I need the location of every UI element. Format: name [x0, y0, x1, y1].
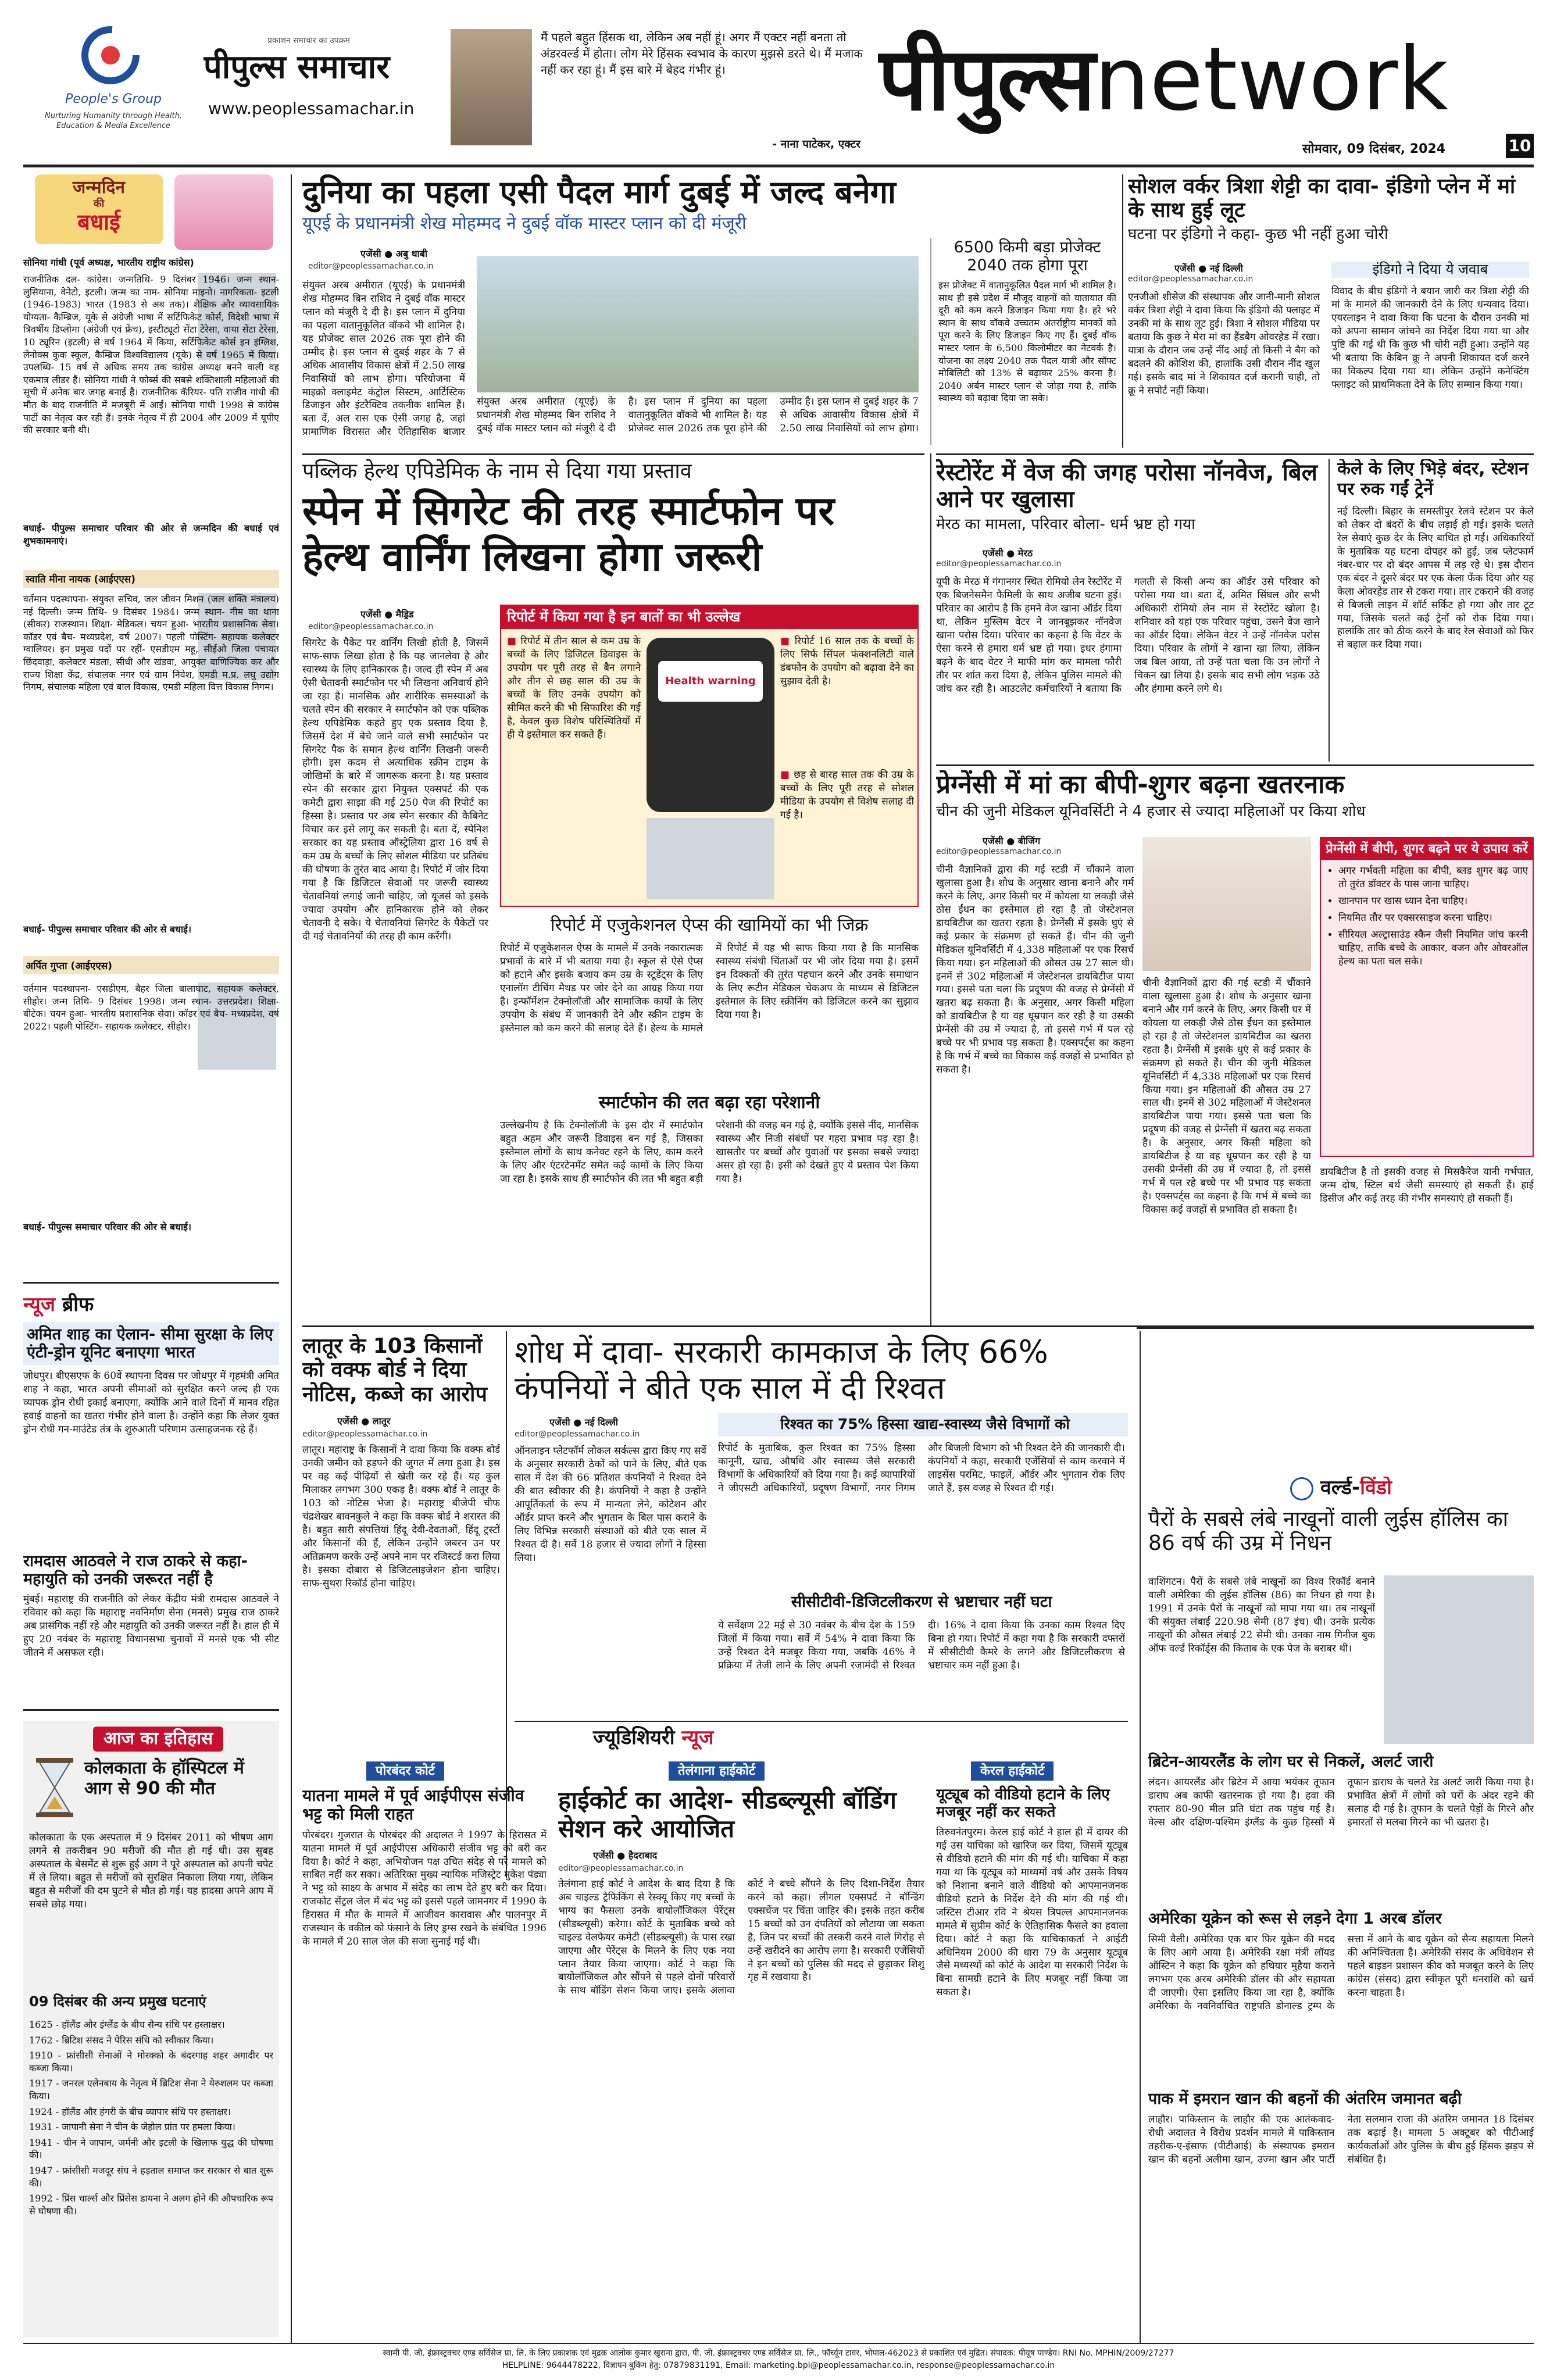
- athawale-text: मुंबई। महाराष्ट्र की राजनीति को लेकर केंद्रीय मंत्री रामदास आठवले ने रविवार को कहा कि महाराष्ट्र नवनिर्माण सेना (मनसे) प्रमुख राज ठाकरे अब प्रासंगिक नहीं रहे और महायुति को उनकी जरूरत नहीं है। हाल ही में हुए 20 नवंबर के महाराष्ट्र विधानसभा चुनावों में मनसे एक भी सीट जीतने में असफल रही।: [23, 1593, 279, 1659]
- bribe-byline: एजेंसी ● नई दिल्ली: [549, 1417, 618, 1428]
- porbandar-tag: पोरबंदर कोर्ट: [366, 1761, 444, 1781]
- spain-byline: एजेंसी ● मैड्रिड: [360, 609, 414, 620]
- group-name: People's Group: [65, 92, 162, 106]
- masthead-rule: [23, 165, 1534, 167]
- pregnancy-subhead: चीन की जुनी मेडिकल यूनिवर्सिटी ने 4 हजार से ज्यादा महिलाओं पर किया शोध: [936, 802, 1366, 820]
- birthday-title-top: जन्मदिन: [72, 177, 126, 198]
- news-brief-title-b: ब्रीफ: [62, 1293, 94, 1316]
- indigo-reply-text: विवाद के बीच इंडिगो ने बयान जारी कर त्रिशा शेट्टी की मां के मामले की जानकारी देने के लिए धन्यवाद दिया। एयरलाइन ने दावा किया कि घटना के दौरान उनकी मां को अपना सामान जांचने का निर्देश दिया गया था और पुष्टि की गई थी कि कुछ भी चोरी नहीं हुआ। उन्होंने यह भी बताया कि केबिन क्रू ने अपनी शिकायत दर्ज करने का विकल्प दिया गया था। लेकिन उन्होंने कनेक्टिंग फ्लाइट को प्राथमिकता देने के लिए सम्मान किया गया।: [1331, 285, 1529, 391]
- trisha-byline: एजेंसी ● नई दिल्ली: [1174, 263, 1243, 274]
- history-headline: कोलकाता के हॉस्पिटल में आग से 90 की मौत: [84, 1758, 244, 1799]
- swati-meena-wish: बधाई- पीपुल्स समाचार परिवार की ओर से बधाई।: [23, 924, 192, 935]
- cake-illustration: [174, 174, 273, 250]
- addiction-title: स्मार्टफोन की लत बढ़ा रहा परेशानी: [598, 1092, 820, 1113]
- spain-story: [302, 459, 924, 1320]
- dubai-side-headline: 6500 किमी बड़ा प्रोजेक्ट 2040 तक होगा पूरा: [954, 238, 1101, 275]
- spain-report-box: [500, 605, 919, 907]
- bullet-icon: ■: [507, 635, 521, 647]
- spain-kicker: पब्लिक हेल्थ एपिडेमिक के नाम से दिया गया प्रस्ताव: [302, 459, 692, 483]
- event-item: 1762 - ब्रिटिश संसद ने पेरिस संधि को स्वीकार किया।: [29, 2034, 214, 2046]
- spain-box-item-3: [780, 769, 914, 899]
- pregnancy-bribe-divider: [1137, 1327, 1534, 1329]
- birthday-title: [35, 174, 163, 244]
- swati-meena-profile: वर्तमान पदस्थापना- संयुक्त सचिव, जल जीवन मिशन (जल शक्ति मंत्रालय) नई दिल्ली। जन्म तिथि- 9 दिसंबर 1984। जन्म स्थान- नीम का थाना (सीकर) राजस्थान। शिक्षा- मेडिकल। चयन हुआ- भारतीय प्रशासनिक सेवा। कॉडर एवं बैच- मध्यप्रदेश, वर्ष 2007। पहली पोस्टिंग- सहायक कलेक्टर ग्वालियर। इन प्रमुख पदों पर रहीं- एसडीएम महू, सीईओ जिला पंचायत छिंदवाड़ा, कलेक्टर मंडला, सीधी और खंडवा, आयुक्त वाणिज्यिक कर और राज्य शिक्षा केंद्र, संचालक नगर एवं ग्राम निवेश, एमडी म.प्र. लघु उद्योग निगम, संचालक महिला एवं बाल विकास, एमडी महिला वित्त विकास निगम।: [23, 594, 279, 693]
- event-item: 1931 - जापानी सेना ने चीन के जेहोल प्रांत पर हमला किया।: [29, 2121, 235, 2133]
- trisha-subhead: घटना पर इंडिगो ने कहा- कुछ भी नहीं हुआ चोरी: [1128, 225, 1388, 243]
- bullet-icon: ■: [780, 769, 794, 781]
- footer-rule: [23, 2343, 1534, 2344]
- pregnancy-byline: एजेंसी ● बीजिंग: [983, 835, 1041, 846]
- history-text: कोलकाता के एक अस्पताल में 9 दिसंबर 2011 को भीषण आग लगने से तकरीबन 90 मरीजों की मौत हो गई थी। उस सुबह अस्पताल के बेसमेंट से शुरू हुई आग ने पूरे अस्पताल को अपनी चपेट में ले लिया। बहुत से मरीजों को सुरक्षित निकाला लिया गया, लेकिन बहुत से मरीजों की दम घुटने से मौत हो गई। यह हादसा अपने आप में सबसे छोड़ गया।: [29, 1832, 273, 1910]
- sonia-gandhi-profile: राजनीतिक दल- कांग्रेस। जन्मतिथि- 9 दिसंबर 1946। जन्म स्थान- लुसियाना, वेनेटो, इटली। जन्म का नाम- सोनिया माइनो। नागरिकता- इटली (1946-1983) भारत (1983 से अब तक)। शैक्षिक और व्यावसायिक योग्यता- कैम्ब्रिज, यूके से अंग्रेजी भाषा में सर्टिफिकेट कोर्स, विदेशी भाषा में त्रिवर्षीय डिप्लोमा (अंग्रेजी एवं फ्रेंच), इस्टीट्यूटो सेंटा टेरेसा, वाया सेंटा टेरेसा, 10 ट्यूरिन (इटली) से वर्ष 1964 में किया, सर्टिफिकेट कोर्स इन इंग्लिश, लेनोक्स कुक स्कूल, कैम्ब्रिज विश्वविद्यालय (यूके) से वर्ष 1965 में किया। उपलब्धि- 15 वर्ष से अधिक समय तक कांग्रेस अध्यक्ष बनने वाली वह एकमात्र लीडर हैं। सोनिया गांधी ने फोर्ब्स की सबसे शक्तिशाली महिलाओं की सूची में अनेक बार जगह बनाई है। राजनीतिक कॅरियर- पति राजीव गांधी की मौत के बाद राजनीति में मजबूरी में आईं। सोनिया गांधी 1998 से कांग्रेस पार्टी का नेतृत्व कर रही हैं। इनके नेतृत्व में ही 2004 और 2009 में यूपीए की सरकार बनी थी।: [23, 274, 279, 436]
- trisha-story: [1128, 174, 1534, 448]
- event-item: 1941 - चीन ने जापान, जर्मनी और इटली के खिलाफ युद्ध की घोषणा की।: [29, 2136, 273, 2161]
- pregnancy-tips-list: [1326, 864, 1528, 969]
- brand-name: पीपुल्स समाचार: [203, 48, 390, 86]
- website-link[interactable]: www.peoplessamachar.in: [208, 99, 415, 118]
- pregnancy-tip: • खानपान पर खास ध्यान देना चाहिए।: [1338, 895, 1528, 908]
- trisha-headline: सोशल वर्कर त्रिशा शेट्टी का दावा- इंडिगो प्लेन में मां के साथ हुई लूट: [1128, 174, 1516, 223]
- footer-contact: HELPLINE: 9644478222, विज्ञापन बुकिंग हेतु: 07879831191, Email: marketing.bpl@peoplessamachar.co.in, response@peoplessamachar.co.in: [502, 2361, 1055, 2370]
- latur-byline: एजेंसी ● लातूर: [337, 1416, 391, 1427]
- restaurant-headline: रेस्टोरेंट में वेज की जगह परोसा नॉनवेज, बिल आने पर खुलासा: [936, 459, 1317, 513]
- judiciary-title-a: ज्यूडिशियरी: [593, 1726, 675, 1749]
- telangana-email: editor@peoplessamachar.co.in: [558, 1863, 684, 1873]
- masthead: [23, 17, 1534, 163]
- footer: [23, 2347, 1534, 2377]
- bazaar-photo: [647, 818, 774, 899]
- birthday-title-sub: की: [93, 197, 105, 210]
- restaurant-subhead: मेरठ का मामला, परिवार बोला- धर्म भ्रष्ट हो गया: [936, 516, 1195, 533]
- birthday-divider: [23, 1282, 279, 1284]
- spain-box-item-1: [507, 635, 641, 896]
- quote-author: - नाना पाटेकर, एक्टर: [772, 138, 860, 151]
- spain-box-item-1-text: रिपोर्ट में तीन साल से कम उम्र के बच्चों के लिए डिजिटल डिवाइस के उपयोग पर पूरी तरह से बैन लगाने और तीन से छह साल की उम्र के बच्चों के लिए उनके उपयोग को सीमित करने की भी सिफारिश की गई है, केवल कुछ विशेष परिस्थितियों में ही ये इस्तेमाल कर सकते हैं।: [507, 635, 641, 741]
- latur-headline: लातूर के 103 किसानों को वक्फ बोर्ड ने दिया नोटिस, कब्जे का आरोप: [302, 1334, 487, 1406]
- pregnancy-tail: डायबिटीज है तो इसकी वजह से मिसकैरेज यानी गर्भपात, जन्म दोष, स्टिल बर्थ जैसी समस्याएं हो सकती हैं। हाई डिसीज और कई तरह की गंभीर समस्याएं हो सकती हैं।: [1320, 1166, 1534, 1205]
- judiciary-title-b: न्यूज: [681, 1726, 714, 1749]
- dubai-headline: दुनिया का पहला एसी पैदल मार्ग दुबई में जल्द बनेगा: [302, 174, 897, 210]
- bribe-email: editor@peoplessamachar.co.in: [515, 1430, 640, 1439]
- restaurant-byline: एजेंसी ● मेरठ: [983, 548, 1033, 559]
- phone-warning-label: Health warning: [658, 661, 763, 702]
- dubai-divider: [302, 453, 924, 455]
- nails-text: वाशिंगटन। पैरों के सबसे लंबे नाखूनों का विश्व रिकॉर्ड बनाने वाली अमेरिका की लुईस हॉलिस (86) का निधन हो गया है। 1991 में उनके पैरों के नाखूनों को मापा गया था। तब नाखूनों की संयुक्त लंबाई 220.98 सेमी (87 इंच) थी। उनके प्रत्येक नाखूनों की औसत लंबाई 22 सेमी थी। उनका नाम गिनीज बुक ऑफ वर्ल्ड रिकॉर्ड्स की किताब के एक पेज के बराबर थी।: [1148, 1576, 1375, 1654]
- issue-date: सोमवार, 09 दिसंबर, 2024: [1302, 142, 1446, 156]
- kerala-tag: केरल हाईकोर्ट: [971, 1761, 1054, 1781]
- bullet-icon: ■: [780, 635, 795, 647]
- world-title-a: वर्ल्ड-: [1320, 1477, 1360, 1499]
- monkeys-divider: [1329, 459, 1330, 762]
- sonia-gandhi-name: सोनिया गांधी (पूर्व अध्यक्ष, भारतीय राष्ट्रीय कांग्रेस): [23, 257, 194, 268]
- dubai-byline: एजेंसी ● अबु धाबी: [360, 248, 427, 259]
- dubai-text: संयुक्त अरब अमीरात (यूएई) के प्रधानमंत्री शेख मोहम्मद बिन राशिद ने दुबई वॉक मास्टर प्लान को मंजूरी दे दी है। इस प्लान में दुनिया का पहला वातानुकूलित वॉकवे भी शामिल है। यह प्रोजेक्ट साल 2026 तक पूरा होने की उम्मीद है। इस प्लान से दुबई शहर के 7 से अधिक आवासीय विकास क्षेत्रों में 2.50 लाख निवासियों को लाभ होगा। परियोजना में माइक्रो क्लाइमेट कंट्रोल सिस्टम, आर्टिस्टिक डिजाइन और इंटरैक्टिव तकनीक शामिल हैं। बता दें, अल रास एक ऐसी जगह है, जहां प्रामाणिक विरासत और ऐतिहासिक बाजार: [302, 280, 465, 438]
- world-title-b: विंडो: [1360, 1477, 1392, 1499]
- quote-text: मैं पहले बहुत हिंसक था, लेकिन अब नहीं हूं। अगर मैं एक्टर नहीं बनता तो अंडरवर्ल्ड में होता। लोग मेरे हिंसक स्वभाव के कारण मुझसे डरते थे। मैं मजाक नहीं कर रहा हूं। मैं इस बारे में बेहद गंभीर हूं।: [541, 30, 863, 77]
- pregnancy-tip: • अगर गर्भवती महिला का बीपी, ब्लड शुगर बढ़ जाए तो तुरंत डॉक्टर के पास जाना चाहिए।: [1338, 864, 1528, 891]
- event-item: 1625 - हॉलैंड और इंग्लैंड के बीच सैन्य संधि पर हस्ताक्षर।: [29, 2019, 225, 2030]
- left-column: [23, 174, 279, 2343]
- monkeys-story: [1337, 459, 1534, 762]
- latur-text: लातूर। महाराष्ट्र के किसानों ने दावा किया कि वक्फ बोर्ड उनकी जमीन को हड़पने की जुगत में लगा हुआ है। इस पर वह कई पीढ़ियों से खेती कर रहे हैं। यह कुल मिलाकर लगभग 300 एकड़ है। वक्फ बोर्ड ने लातूर के 103 को नोटिस भेजा है। महाराष्ट्र बीजेपी चीफ चंद्रशेखर बावनकुले ने कहा कि वक्फ बोर्ड ने शरारत की है। बहुत सारी संपत्तियां हिंदू देवी-देवताओं, हिंदू ट्रस्टों और किसानों की हैं, लेकिन उन्होंने जबरन उन पर अतिक्रमण करके उन्हें अपने नाम पर रजिस्टर्ड करा लिया है। इसका दोबारा से डिजिटलाइजेशन होना चाहिए। साफ-सुथरा रिकॉर्ड होना चाहिए।: [302, 1444, 500, 1589]
- dubai-side-box: [930, 238, 1116, 445]
- pregnancy-tips-title: प्रेग्नेंसी में बीपी, शुगर बढ़ने पर ये उपाय करें: [1321, 838, 1533, 860]
- hourglass-icon: [31, 1756, 78, 1820]
- telangana-tag: तेलंगाना हाईकोर्ट: [669, 1761, 765, 1781]
- pregnancy-divider: [936, 764, 1534, 766]
- amit-shah-text: जोधपुर। बीएसएफ के 60वें स्थापना दिवस पर जोधपुर में गृहमंत्री अमित शाह ने कहा, भारत अपनी सीमाओं को सुरक्षित करने जल्द ही एक व्यापक ड्रोन रोधी इकाई बनाएगा, क्योंकि आने वाले दिनों में मानव रहित हवाई वाहनों का खतरा गंभीर होने वाला है। उन्होंने कहा कि लेजर युक्त ड्रोन रोधी गन-माउंटेड तंत्र के शुरुआती परिणाम उत्साहजनक रहे हैं।: [23, 1370, 279, 1435]
- history-section: [23, 1721, 279, 2337]
- ukraine-text: सिमी वैली। अमेरिका एक बार फिर यूक्रेन की मदद के लिए आगे आया है। अमेरिकी रक्षा मंत्री लॉयड ऑस्टिन ने कहा कि यूक्रेन को हथियार मुहैया कराने लगभग एक अरब अमेरिकी डॉलर की और सहायता दी जाएगी। ऐसा इसलिए किया जा रहा है, क्योंकि अमेरिका के नवनिर्वाचित राष्ट्रपति डोनाल्ड ट्रम्प के सत्ता में आने के बाद यूक्रेन को सैन्य सहायता मिलने की अनिश्चितता है। अमेरिकी संसद के अधिवेशन से पहले बाइडन प्रशासन कीव को मजबूत करने के लिए कांग्रेस (संसद) द्वारा स्वीकृत पूरी धनराशि को खर्च करना चाहता है।: [1148, 1934, 1534, 2012]
- telangana-byline: एजेंसी ● हैदराबाद: [593, 1849, 658, 1861]
- pregnancy-tip: • सीरियल अल्ट्रासाउंड स्कैन जैसी नियमित जांच करनी चाहिए, ताकि बच्चे के आकार, वजन और ओवरऑल हेल्थ का पता चल सके।: [1338, 928, 1528, 969]
- latur-email: editor@peoplessamachar.co.in: [302, 1430, 428, 1439]
- arpit-gupta-wish: बधाई- पीपुल्स समाचार परिवार की ओर से बधाई।: [23, 1221, 192, 1232]
- bribe-text: ऑनलाइन प्लेटफॉर्म लोकल सर्कल्स द्वारा किए गए सर्वे के अनुसार सरकारी ठेकों को पाने के लिए, बीते एक साल में देश की 66 प्रतिशत कंपनियों ने रिश्वत देने की बात स्वीकार की है। कंपनियों ने कहा है उन्होंने आपूर्तिकर्ता के रूप में मान्यता लेने, कोटेशन और ऑर्डर प्राप्त करने और भुगतान के बिल पास कराने के लिए विभिन्न सरकारी संस्थाओं को बीते एक साल में रिश्वत दी है। सर्वे 18 हजार से ज्यादा लोगों ने हिस्सा लिया।: [515, 1445, 706, 1564]
- arpit-gupta-profile: वर्तमान पदस्थापना- एसडीएम, बैहर जिला बालाघाट, सहायक कलेक्टर, सीहोर। जन्म तिथि- 9 दिसंबर 1998। जन्म स्थान- उत्तरप्रदेश। शिक्षा- बीटेक। चयन हुआ- भारतीय प्रशासनिक सेवा। कॉडर एवं बैच- मध्यप्रदेश, वर्ष 2022। पहली पोस्टिंग- सहायक कलेक्टर, सीहोर।: [23, 983, 279, 1032]
- event-item: 1992 - प्रिंस चार्ल्स और प्रिंसेस डायना ने अलग होने की औपचारिक रूप से घोषणा की।: [29, 2193, 273, 2217]
- logo-hindi: पीपुल्स: [878, 29, 1095, 130]
- pregnancy-story: [936, 770, 1534, 1320]
- world-window-title: [1148, 1477, 1534, 1500]
- peoples-group-logo: [41, 23, 186, 151]
- brand-small-tag: प्रकाशन समाचार का उपक्रम: [267, 36, 350, 45]
- events-title: 09 दिसंबर की अन्य प्रमुख घटनाएं: [29, 1993, 206, 2010]
- spain-text: सिगरेट के पैकेट पर वार्निंग लिखी होती है, जिसमें साफ-साफ लिखा होता है कि यह जानलेवा है और स्वास्थ्य के लिए हानिकारक है। जल्द ही स्पेन में अब ऐसी चेतावनी स्मार्टफोन पर भी लिखना अनिवार्य होने जा रहा है। मानसिक और शारीरिक समस्याओं के चलते स्पेन की सरकार ने स्मार्टफोन को एक पब्लिक हेल्थ एपिडेमिक कहते हुए एक प्रस्ताव दिया है, जिसमें देश में बेचे जाने वाले सभी स्मार्टफोन पर सिगरेट पैक के समान हेल्थ वार्निंग लिखनी जरूरी होगी। इस कदम से अत्याधिक स्क्रीन टाइम के जोखिमों के बारे में जागरूक करना है। यह प्रस्ताव स्पेन की सरकार द्वारा नियुक्त एक्सपर्ट की एक कमेटी द्वारा साझा की गई 250 पेज की रिपोर्ट का हिस्सा है। प्रस्ताव पर अब स्पेन सरकार की कैबिनेट विचार कर इसे लागू कर सकती है। बता दें, स्पेनिश सरकार का यह प्रस्ताव ऑस्ट्रेलिया द्वारा 16 वर्ष से कम उम्र के बच्चों के लिए सोशल मीडिया पर प्रतिबंध की घोषणा के तुरंत बाद आया है। रिपोर्ट में जोर दिया गया है कि डिजिटल सेवाओं पर जरूरी स्वास्थ्य चेतावनियां लगाई जानी चाहिए, जो यूजर्स को इसके ज्यादा उपयोग और हानिकारक होने को लेकर चेतावनी दे सके। ये चेतावनियां सिगरेट के पैकेटों पर दी गई चेतावनियों की तरह ही काम करेंगी।: [302, 637, 488, 942]
- birthday-title-bottom: बधाई: [77, 209, 120, 235]
- bribe-box-text: रिपोर्ट के मुताबिक, कुल रिश्वत का 75% हिस्सा कानूनी, खाद्य, औषधि और स्वास्थ्य जैसे सरकारी विभागों के अधिकारियों को दिया गया है। कई व्यापारियों ने जीएसटी अधिकारियों, प्रदूषण विभागों, नगर निगम और बिजली विभाग को भी रिश्वत देने की जानकारी दी। कंपनियों ने कहा, सरकारी एजेंसियों से काम करवाने में लाइसेंस परमिट, फाइलें, ऑर्डर और भुगतान रोक लिए जाते हैं, इस वजह से रिश्वत दी गई।: [718, 1442, 1125, 1494]
- sonia-gandhi-wish: बधाई- पीपुल्स समाचार परिवार की ओर से जन्मदिन की बधाई एवं शुभकामनाएं।: [23, 523, 279, 546]
- right-column-divider-top: [1122, 174, 1123, 448]
- cctv-text: ये सर्वेक्षण 22 मई से 30 नवंबर के बीच देश के 159 जिलों में किया गया। सर्वे में 54% ने दावा किया कि उन्हें रिश्वत देने मजबूर किया गया, जबकि 46% ने प्रक्रिया में तेजी लाने के लिए अपनी रजामंदी से रिश्वत दी। 16% ने दावा किया कि उनका काम रिश्वत दिए बिना हो गया। रिपोर्ट में कहा गया है कि सरकारी दफ्तरों में सीसीटीवी कैमरे के लगने और डिजिटलीकरण से भ्रष्टाचार कम नहीं हुआ है।: [718, 1620, 1125, 1671]
- uk-alert-headline: ब्रिटेन-आयरलैंड के लोग घर से निकलें, अलर्ट जारी: [1148, 1753, 1434, 1771]
- swati-meena-name: स्वाति मीना नायक (आईएएस): [23, 570, 279, 588]
- dubai-email: editor@peoplessamachar.co.in: [308, 262, 434, 271]
- trisha-text: एनजीओ शीसेज की संस्थापक और जानी-मानी सोशल वर्कर त्रिशा शेट्टी ने दावा किया कि इंडिगो की फ्लाइट में उनकी मां के साथ लूट हुई। त्रिशा ने सोशल मीडिया पर बताया कि कुछ ने मेरा मां का हैंडबैग ओवरहेड में रखा। यात्रा के दौरान जब उन्हें नींद आई तो किसी ने बैग को बदलने की कोशिश की, हालांकि उसी दौरान नींद खुल गई। इसके बाद मां ने शिकायत दर्ज करानी चाही, तो क्रू ने सपोर्ट नहीं किया।: [1128, 291, 1320, 396]
- dubai-subhead: यूएई के प्रधानमंत्री शेख मोहम्मद ने दुबई वॉक मास्टर प्लान को दी मंजूरी: [302, 213, 747, 234]
- indigo-reply-title: इंडिगो ने दिया ये जवाब: [1331, 262, 1529, 278]
- restaurant-email: editor@peoplessamachar.co.in: [936, 559, 1062, 569]
- world-window: [1148, 1477, 1534, 2337]
- dubai-side-text: इस प्रोजेक्ट में वातानुकूलित पैदल मार्ग भी शामिल है। साथ ही इसे प्रदेश में मौजूद वाहनों को यातायात की दूरी को कम करने डिजाइन किया गया है। हरे भरे स्थान के साथ वॉकवे उच्चतम अंतर्राष्ट्रीय मानकों को पूरा करने के लिए डिजाइन किए गए हैं। दुबई वॉक मास्टर प्लान के 6,500 किलोमीटर का नेटवर्क है। योजना का लक्ष्य 2040 तक पैदल यात्री और सॉफ्ट मोबिलिटी को 13% से बढ़ाकर 25% करना है। 2040 अर्बन मास्टर प्लान से जोड़ा गया है, ताकि स्वास्थ्य को बढ़ावा दिया जा सके।: [938, 280, 1116, 404]
- edu-apps-title: रिपोर्ट में एजुकेशनल ऐप्स की खामियों का भी जिक्र: [550, 915, 869, 935]
- pak-text: लाहौर। पाकिस्तान के लाहौर की एक आतंकवाद-रोधी अदालत ने विरोध प्रदर्शन मामले में पाकिस्तान तहरीक-ए-इंसाफ (पीटीआई) के संस्थापक इमरान खान की बहनों अलीमा खान, उज्मा खान और पार्टी नेता सलमान राजा की अंतरिम जमानत 18 दिसंबर तक बढ़ाई है। मामला 5 अक्टूबर को पीटीआई कार्यकर्ताओं और पुलिस के बीच हुई हिंसक झड़प से संबंधित है।: [1148, 2114, 1534, 2165]
- event-item: 1910 - फ्रांसीसी सेनाओं ने मोरक्को के बंदरगाह शहर अगादीर पर कब्जा किया।: [29, 2050, 273, 2074]
- pregnancy-text: चीनी वैज्ञानिकों द्वारा की गई स्टडी में चौंकाने वाला खुलासा हुआ है। शोध के अनुसार खाना बनाने और गर्म करने के लिए, अगर किसी घर में कोयला या लकड़ी जैसे ठोस ईंधन का इस्तेमाल हो रहा है तो जेस्टेशनल डायबिटीज का खतरा रहता है। प्रेग्नेंसी में इसके धुएं से कई प्रकार के संक्रमण हो सकते हैं। चीन की जुनी मेडिकल यूनिवर्सिटी में 4,338 महिलाओं पर एक रिसर्च किया गया। इन महिलाओं की औसत उम्र 27 साल थी। इनमें से 302 महिलाओं में जेस्टेशनल डायबिटीज पाया गया। इससे पता चला कि प्रदूषण की वजह से प्रेग्नेंसी में खतरा बढ़ सकता है। के अनुसार, अगर किसी महिला को डायबिटीज है या वह धूम्रपान कर रही है या उसकी प्रेग्नेंसी की उम्र में ज्यादा है, तो इससे गर्भ में पल रहे बच्चे पर भी प्रभाव पड़ सकता है। एक्सपर्ट्स का कहना है कि गर्भ में बच्चे का विकास कई वजहों से प्रभावित हो सकता है।: [936, 864, 1134, 1076]
- dubai-story: [302, 174, 1116, 448]
- telangana-court: [558, 1761, 924, 2314]
- nails-headline: पैरों के सबसे लंबे नाखूनों वाली लुईस हॉलिस का 86 वर्ष की उम्र में निधन: [1148, 1507, 1508, 1555]
- birthday-section: [23, 174, 279, 1299]
- edu-apps-text: रिपोर्ट में एजुकेशनल ऐप्स के मामले में उनके नकारात्मक प्रभावों के बारे में भी बताया गया है। स्कूल से ऐसे ऐप्स को हटाने और इसके बजाय कम उम्र के स्टूडेंट्स के लिए एनालॉग टीचिंग मैथड पर जोर देने का आग्रह किया गया है। इन्फॉर्मेशन टेक्नोलॉजी और सामाजिक कार्यों के लिए उपयोग के संबंध में जानकारी देने और स्क्रीन टाइम के इस्तेमाल को कम करने की सलाह देते हैं। हेल्थ के मामले में रिपोर्ट में यह भी साफ किया गया है कि मानसिक स्वास्थ्य संबंधी चिंताओं पर भी जोर दिया गया है। इसमें इन दिक्कतों की तुरंत पहचान करने और उनके समाधान के लिए रूटीन मेडिकल चेकअप के माध्यम से डिजिटल इस्तेमाल के लिए स्क्रीनिंग को डिजिटल करने का सुझाव दिया गया है।: [500, 942, 919, 1034]
- bribe-box-title: रिश्वत का 75% हिस्सा खाद्य-स्वास्थ्य जैसे विभागों को: [718, 1413, 1128, 1436]
- group-tagline: Nurturing Humanity through Health, Education & Media Excellence: [45, 112, 182, 130]
- event-item: 1947 - फ्रांसीसी मजदूर संघ ने हड़ताल समाप्त कर सरकार से बात शुरू की।: [29, 2164, 273, 2189]
- pregnancy-tip: • नियमित तौर पर एक्सरसाइज करना चाहिए।: [1338, 912, 1528, 925]
- brand-block: [203, 35, 448, 134]
- kerala-text: तिरुवनंतपुरम। केरल हाई कोर्ट ने हाल ही में दायर की गई उस याचिका को खारिज कर दिया, जिसमें यूट्यूब से वीडियो हटाने की मांग की गई थी। याचिका में कहा गया था कि यूट्यूब को माध्यमों वर्ष और उसके विषय को निशाना बनाने वाले वीडियो को आपमानजनक वीडियो हटाने के निर्देश देने की मांग की गई थी। जस्टिस टीआर रवि ने श्रेयस त्रिपल्ल आपमानजनक मामले में सुप्रीम कोर्ट के ऐतिहासिक फैसले का हवाला दिया। कोर्ट ने कहा कि याचिकाकर्ता ने आईटी अधिनियम 2000 की धारा 79 के अनुसार यूट्यूब जैसे मध्यस्थों को कोर्ट के आदेश या सरकारी निर्देश के बिना सामग्री हटाने के लिए मजबूर नहीं किया जा सकता है।: [936, 1827, 1128, 1999]
- addiction-text: उल्लेखनीय है कि टेक्नोलॉजी के इस दौर में स्मार्टफोन बहुत अहम और जरूरी डिवाइस बन गई है, जिसका इस्तेमाल लोगों के साथ कनेक्ट रहने के लिए, काम करने के लिए और एंटरटेनमेंट समेत कई कामों के लिए किया जा रहा है। इसके साथ ही स्मार्टफोन की लत भी बहुत बड़ी परेशानी की वजह बन गई है, क्योंकि इससे नींद, मानसिक स्वास्थ्य और निजी संबंधों पर गहरा प्रभाव पड़ रहा है। खासतौर पर बच्चों और युवाओं पर इसका सबसे ज्यादा असर हो रहा है। इसी को देखते हुए ये प्रस्ताव पेश किया गया है।: [500, 1120, 919, 1185]
- page-number: 10: [1506, 134, 1534, 158]
- telangana-text: तेलंगाना हाई कोर्ट ने आदेश के बाद दिया है कि अब चाइल्ड ट्रैफिकिंग से रेस्क्यू किए गए बच्चों के भाग्य का फैसला उनके बायोलॉजिकल पेरेंट्स (सीडब्ल्यूसी) करेगा। कोर्ट के मुताबिक बच्चे को चाइल्ड वेलफेयर कमेटी (सीडब्ल्यूसी) के पास रखा जाएगा और पेरेंट्स के मिलने के लिए एक नया प्लान तैयार किया जाएगा। कोर्ट ने कहा कि बायोलॉजिकल और सौंपने से पहले दोनों परिवारों के साथ बॉडिंग सेशन किया जाए। इसके अलावा कोर्ट ने बच्चे सौंपने के लिए दिशा-निर्देश तैयार करने को कहा। लीगल एक्सपर्ट ने बॉन्डिंग एक्सचेंज पर चिंता जाहिर की। इसके तहत करीब 15 बच्चों को उन दंपतियों को लौटाया जा सकता है, जिन पर बच्चों की तस्करी करने वाले गिरोह से उन्हें खरीदने का आरोप लगा है। सरकारी एजेंसियों ने इन बच्चों को पुलिस की मदद से छुड़ाकर शिशु गृह में रखवाया है।: [558, 1878, 924, 1997]
- telangana-headline: हाईकोर्ट का आदेश- सीडब्ल्यूसी बॉडिंग सेशन करे आयोजित: [558, 1786, 897, 1843]
- amit-shah-headline: अमित शाह का ऐलान- सीमा सुरक्षा के लिए एंटी-ड्रोन यूनिट बनाएगा भारत: [23, 1322, 279, 1365]
- spain-box-title: रिपोर्ट में किया गया है इन बातों का भी उल्लेख: [501, 606, 917, 629]
- ukraine-headline: अमेरिका यूक्रेन को रूस से लड़ने देगा 1 अरब डॉलर: [1148, 1910, 1442, 1928]
- porbandar-headline: यातना मामले में पूर्व आईपीएस संजीव भट्ट को मिली राहत: [302, 1786, 524, 1824]
- restaurant-story: [936, 459, 1320, 762]
- trisha-email: editor@peoplessamachar.co.in: [1128, 274, 1254, 284]
- brief-divider: [23, 1709, 279, 1711]
- phone-warning-illustration: [647, 638, 774, 812]
- footer-imprint: स्वामी पी. जी. इंफ्रास्ट्रक्चर एण्ड सर्विसेज प्रा. लि. के लिए प्रकाशक एवं मुद्रक आलोक कुमार खुराना द्वारा, पी. जी. इंफ्रास्ट्रक्चर एण्ड सर्विसेज प्रा. लि., फॉर्च्यून टावर, भोपाल-462023 से प्रकाशित एवं मुद्रित। संपादक: पीयूष पाण्डेय। RNI No. MPHIN/2009/27277: [383, 2349, 1174, 2358]
- dubai-walkway-photo: [477, 256, 919, 392]
- pregnancy-email: editor@peoplessamachar.co.in: [936, 847, 1062, 856]
- spain-email: editor@peoplessamachar.co.in: [308, 622, 434, 631]
- judiciary-section: [302, 1721, 1128, 2314]
- spain-headline: स्पेन में सिगरेट की तरह स्मार्टफोन पर हेल्थ वार्निंग लिखना होगा जरूरी: [302, 488, 835, 580]
- kerala-headline: यूट्यूब को वीडियो हटाने के लिए मजबूर नहीं कर सकते: [936, 1786, 1110, 1821]
- news-brief-title-a: न्यूज: [23, 1293, 55, 1316]
- spain-box-item-2-text: रिपोर्ट 16 साल तक के बच्चों के लिए सिर्फ सिंपल फंक्शनलिटी वाले डंबफोन के उपयोग को बढ़ावा देने का सुझाव देती है।: [780, 635, 914, 687]
- dubai-text-below: संयुक्त अरब अमीरात (यूएई) के प्रधानमंत्री शेख मोहम्मद बिन राशिद ने दुबई वॉक मास्टर प्लान को मंजूरी दे दी है। इस प्लान में दुनिया का पहला वातानुकूलित वॉकवे भी शामिल है। यह प्रोजेक्ट साल 2026 तक पूरा होने की उम्मीद है। इस प्लान से दुबई शहर के 7 से अधिक आवासीय विकास क्षेत्रों में 2.50 लाख निवासियों को लाभ होगा।: [477, 396, 919, 434]
- porbandar-text: पोरबंदर। गुजरात के पोरबंदर की अदालत ने 1997 के हिरासत में यातना मामले में पूर्व आईपीएस अधिकारी संजीव भट्ट को बरी कर दिया है। कोर्ट ने कहा, अभियोजन पक्ष उचित संदेह से परे मामले को साबित नहीं कर सका। अतिरिक्त मुख्य न्यायिक मजिस्ट्रेट मुकेश पंड्या ने भट्ट को साक्ष्य के अभाव में संदेह का लाभ देते हुए बरी कर दिया। राजकोट सेंट्रल जेल में बंद भट्ट को इससे पहले जामनगर में 1990 के हिरासत में मौत के मामले में आजीवन कारावास और पालनपुर में राजस्थान के वकील को फंसाने के लिए ड्रग्स रखने के संबंधित 1996 के मामले में 20 साल जेल की सजा सुनाई गई थी।: [302, 1829, 547, 1948]
- porbandar-court: [302, 1761, 547, 2314]
- logo-english: network: [1094, 29, 1449, 130]
- events-list: [29, 2018, 273, 2327]
- nails-photo: [1384, 1575, 1534, 1744]
- center-column-divider: [930, 453, 931, 1325]
- athawale-headline: रामदास आठवले ने राज ठाकरे से कहा- महायुति को उनकी जरूरत नहीं है: [23, 1552, 248, 1589]
- globe-icon: [1290, 1477, 1313, 1500]
- pregnancy-headline: प्रेग्नेंसी में मां का बीपी-शुगर बढ़ना खतरनाक: [936, 770, 1345, 799]
- restaurant-text: यूपी के मेरठ में गंगानगर स्थित रोमियो लेन रेस्टोरेंट में एक बिजनेसमैन फैमिली के साथ अजीब घटना हुई। परिवार का आरोप है कि हमने वेज खाना ऑर्डर दिया था, लेकिन मुस्लिम वेटर ने जानबूझकर नॉनवेज खाना परोस दिया। परिवार का कहना है कि वेटर के ऐसा करने से हमारा धर्म भ्रष्ट हो गया। इधर हंगामा बढ़ने के बाद वेटर ने माफी मांग कर मामला फौरी तौर पर शांत करा दिया है, लेकिन पुलिस मामले की जांच कर रही है। आउटलेट कर्मचारियों ने बताया कि गलती से किसी अन्य का ऑर्डर उसे परिवार को परोसा गया था। बता दें, अमित सिंघल और सभी अधिकारी रोमियो लेन नाम से रेस्टोरेंट खोला है। शनिवार को यहां एक परिवार पहुंचा, उसने वेज खाने का ऑर्डर दिया। लेकिन वेटर ने उन्हें नॉनवेज परोस दिया। परिवार के लोगों ने खाना खा लिया, लेकिन जब बिल आया, तो उन्हें पता चला कि उन लोगों ने चिकन खा लिया है। इसके बाद सभी लोग भड़क उठे और हंगामा करने लगे थे।: [936, 576, 1320, 695]
- kerala-court: [936, 1761, 1128, 2314]
- pak-headline: पाक में इमरान खान की बहनों की अंतरिम जमानत बढ़ी: [1148, 2090, 1462, 2108]
- monkeys-headline: केले के लिए भिड़े बंदर, स्टेशन पर रुक गईं ट्रेनें: [1337, 459, 1529, 499]
- monkeys-text: नई दिल्ली। बिहार के समस्तीपुर रेलवे स्टेशन पर केले को लेकर दो बंदरों के बीच लड़ाई हो गई। इसके चलते रेल सेवाएं कुछ देर के लिए बाधित हो गईं। अधिकारियों के मुताबिक यह घटना दोपहर को हुई, जब प्लेटफार्म नंबर-चार पर दो बंदर आपस में लड़ रहे थे। इस दौरान एक बंदर ने दूसरे बंदर पर एक केला फेंक दिया और यह केला ओवरहेड तार से टकरा गया। तार टकराने की वजह से बिजली लाइन में शॉर्ट सर्किट हो गया और तार टूट गया, जिसके चलते कई ट्रेनों को रोक दिया गया। हालांकि तार को ठीक करने के बाद रेल सेवाओं को फिर से बहाल कर दिया गया।: [1337, 506, 1534, 651]
- judiciary-title: [593, 1727, 713, 1749]
- quote-box: [541, 29, 866, 157]
- bribe-headline: शोध में दावा- सरकारी कामकाज के लिए 66% कंपनियों ने बीते एक साल में दी रिश्वत: [515, 1334, 1048, 1407]
- news-brief-title: [23, 1293, 279, 1316]
- network-logo: [878, 29, 1534, 134]
- uk-alert-text: लंदन। आयरलैंड और ब्रिटेन में आया भयंकर तूफान डाराघ अब काफी खतरनाक हो गया है। हवा की रफ्तार 80-90 मील प्रति घंटा तक पहुंच गई है। वेल्स और दक्षिण-पश्चिम इंग्लैंड के कुछ हिस्सों में तूफान डाराघ के चलते रेड अलर्ट जारी किया गया है। प्रभावित क्षेत्रों में लोगों को घरों के अंदर रहने की सलाह दी गई है। तूफान के चलते पेड़ों के गिरने और इमारतों से मलबा गिरने का भी खतरा है।: [1148, 1777, 1534, 1828]
- spain-box-item-3-text: छह से बारह साल तक की उम्र के बच्चों के लिए पूरी तरह से सोशल मीडिया के उपयोग से विशेष सलाह दी गई है।: [780, 769, 914, 821]
- history-title: आज का इतिहास: [93, 1727, 223, 1752]
- world-window-divider: [1140, 1331, 1141, 2343]
- arpit-gupta-name: अर्पित गुप्ता (आईएएस): [23, 956, 279, 974]
- nana-patekar-photo: [451, 29, 532, 145]
- trisha-divider: [936, 453, 1534, 455]
- peoples-group-emblem-icon: [78, 23, 142, 87]
- pregnancy-tips-box: [1320, 837, 1534, 1157]
- event-item: 1924 - हॉलैंड और हंगरी के बीच व्यापार संधि पर हस्ताक्षर।: [29, 2106, 231, 2117]
- pregnancy-text-mid: चीनी वैज्ञानिकों द्वारा की गई स्टडी में चौंकाने वाला खुलासा हुआ है। शोध के अनुसार खाना बनाने और गर्म करने के लिए, अगर किसी घर में कोयला या लकड़ी जैसे ठोस ईंधन का इस्तेमाल हो रहा है तो जेस्टेशनल डायबिटीज का खतरा रहता है। प्रेग्नेंसी में इसके धुएं से कई प्रकार के संक्रमण हो सकते हैं। चीन की जुनी मेडिकल यूनिवर्सिटी में 4,338 महिलाओं पर एक रिसर्च किया गया। इन महिलाओं की औसत उम्र 27 साल थी। इनमें से 302 महिलाओं में जेस्टेशनल डायबिटीज पाया गया। इससे पता चला कि प्रदूषण की वजह से प्रेग्नेंसी में खतरा बढ़ सकता है। के अनुसार, अगर किसी महिला को डायबिटीज है या वह धूम्रपान कर रही है या उसकी प्रेग्नेंसी की उम्र में ज्यादा है, तो इससे गर्भ में पल रहे बच्चे पर भी प्रभाव पड़ सकता है। एक्सपर्ट्स का कहना है कि गर्भ में बच्चे का विकास कई वजहों से प्रभावित हो सकता है।: [1142, 977, 1311, 1216]
- cctv-title: सीसीटीवी-डिजिटलीकरण से भ्रष्टाचार नहीं घटा: [791, 1593, 1052, 1611]
- event-item: 1917 - जनरल एलेनबाय के नेतृत्व में ब्रिटिश सेना ने येरुशलम पर कब्जा किया।: [29, 2078, 273, 2102]
- left-column-divider: [291, 174, 292, 2343]
- pregnant-woman-photo: [1142, 837, 1311, 971]
- spain-box-item-2: [780, 635, 914, 763]
